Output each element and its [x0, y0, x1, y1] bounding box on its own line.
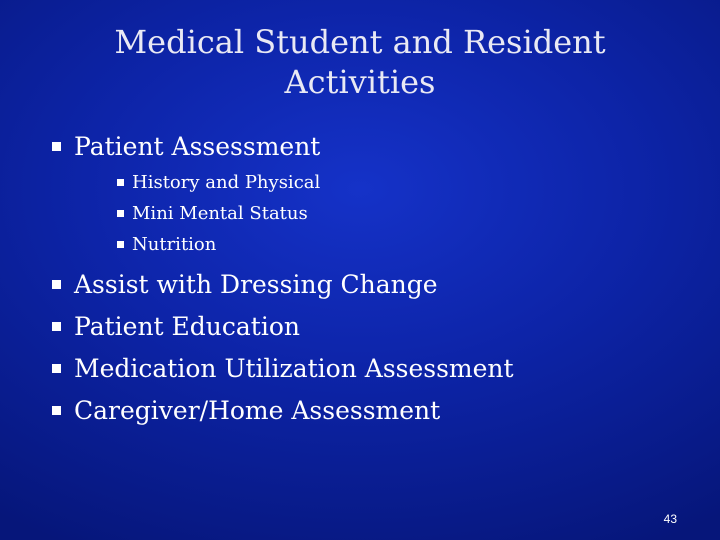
slide-title [0, 22, 720, 102]
bullet-patient-education [52, 312, 300, 342]
bullet-text: Patient Education [74, 312, 300, 341]
bullet-medication-utilization-assessment [52, 354, 514, 384]
square-bullet-icon [52, 142, 61, 151]
page-number: 43 [663, 512, 677, 526]
sub-bullet-text: Nutrition [132, 234, 217, 255]
square-bullet-icon [52, 406, 61, 415]
bullet-assist-with-dressing-change [52, 270, 438, 300]
sub-bullet-nutrition [117, 234, 216, 256]
bullet-text: Patient Assessment [74, 132, 321, 161]
bullet-patient-assessment [52, 132, 320, 162]
bullet-text: Medication Utilization Assessment [74, 354, 514, 383]
sub-bullet-text: Mini Mental Status [132, 203, 308, 224]
sub-bullet-mini-mental-status [117, 203, 308, 225]
sub-bullet-text: History and Physical [132, 172, 321, 193]
square-bullet-icon [117, 179, 124, 186]
bullet-caregiver-home-assessment [52, 396, 440, 426]
title-line-1: Medical Student and Resident [114, 23, 606, 61]
square-bullet-icon [117, 241, 124, 248]
bullet-text: Caregiver/Home Assessment [74, 396, 441, 425]
square-bullet-icon [52, 322, 61, 331]
square-bullet-icon [117, 210, 124, 217]
square-bullet-icon [52, 364, 61, 373]
title-line-2: Activities [284, 63, 436, 101]
square-bullet-icon [52, 280, 61, 289]
bullet-text: Assist with Dressing Change [74, 270, 438, 299]
sub-bullet-history-and-physical [117, 172, 320, 194]
